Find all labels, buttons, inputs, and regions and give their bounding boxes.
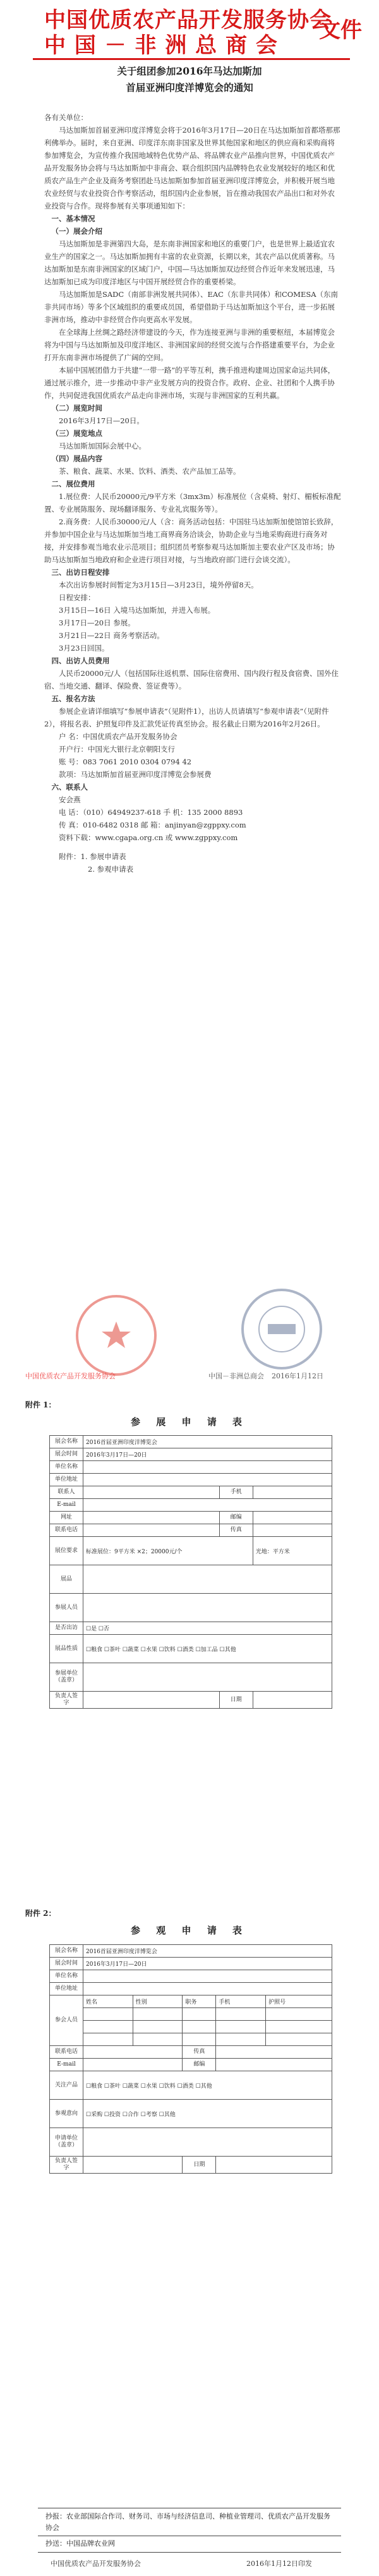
fee-booth: 1.展位费：人民币20000元/9平方米（3mx3m）标准展位（含桌椅、射灯、楣板标准配置、专业展陈服务、现场翻译服务、专业礼宾服务等）。 [44,492,341,514]
table-row: 负责人签字 日期 [50,1692,332,1709]
seal-logo-icon [244,1291,320,1367]
header-doc-label: 文件 [319,18,362,43]
fee-business: 2.商务费：人民币30000元/人（含：商务活动包括：中国驻马达加斯加使馆馆长致辞，并参加中国企业与马达加斯加当地工商界商务洽谈会，协助企业与当地采购商进行商务对接，并安排参观当地农业示范项目；组织团员考察参观马达加斯加主要农业产区及市场；协助马达加斯加当地政府和企业进行项目对接，与当地政府部门进行会谈交流）。 [44,517,339,564]
table-row: 联系电话 传真 [50,1524,332,1537]
table-row: E-mail 邮编 [50,2059,332,2071]
divider [38,2552,341,2553]
contact-phone: 电 话：（010）64949237-618 手 机：135 2000 8893 [59,808,243,817]
signup-instructions: 参展企业请详细填写“参展申请表”（见附件1），出访人员请填写“参观申请表”（见附件2），将报名表、护照复印件及汇款凭证传真至协会。报名截止日期为2016年2月26日。 [44,707,329,728]
table-row: 展位要求 标准展位：9平方米 ×2；20000元/个 光地：平方米 [50,1537,332,1565]
table-row: 申请单位（盖章） [50,2128,332,2157]
doc-body [44,111,341,876]
exhibit-place: 马达加斯加国际会展中心。 [59,442,146,450]
form1-title: 参 展 申 请 表 [131,1416,248,1428]
org-seal-1 [76,1295,157,1376]
doc-title-line2: 首届亚洲印度洋博览会的通知 [126,81,253,93]
header-org-2: 中 国 － 非 洲 总 商 会 [44,33,278,58]
table-row: 参展人员 [50,1594,332,1622]
section-1-3-heading: （三）展览地点 [51,429,102,438]
copy-to: 抄送：中国品牌农业网 [45,2539,115,2548]
table-row [50,2021,332,2033]
section-1-1-heading: （一）展会介绍 [51,227,102,236]
table-row [50,2008,332,2021]
table-row: E-mail [50,1499,332,1512]
section-6-heading: 六、联系人 [51,783,88,791]
section-1-heading: 一、基本情况 [51,214,95,223]
table-row: 单位名称 [50,1461,332,1474]
signature-org-2: 中国－非洲总商会 [208,1372,264,1380]
doc-title [57,63,322,96]
signature-org-1: 中国优质农产品开发服务协会 [25,1372,116,1380]
table-row: 联系人 手机 [50,1486,332,1499]
footer-date: 2016年1月12日印发 [246,2560,312,2568]
table-row: 负责人签字 日期 [50,2157,332,2174]
table-row: 单位地址 [50,1983,332,1995]
intro-paragraph: 马达加斯加首届亚洲印度洋博览会将于2016年3月17日—20日在马达加斯加首都塔那那利佛举办。届时，来自亚洲、印度洋东南非国家及世界其他国家和地区的供应商和采购商将参加博览会，为宣传推介我国地域特色优势产品、将品牌农业产品推向世界，中国优质农产品开发服务协会将与马达加斯加中非商会、联合组织国内品牌特色农业发展较好的地区和优质农产品生产企业及商务考察团赴马达加斯加参加首届亚洲印度洋博览会，并积极开展当地农业经贸与农业投资合作考察活动，组织国内企业参展，旨在推动我国农产品出口和对外农业投资与合作。现将参展有关事项通知如下： [44,126,340,210]
schedule-item: 3月21日—22日 商务考察活动。 [59,631,164,640]
copy-report: 抄报：农业部国际合作司、财务司、市场与经济信息司、种植业管理司、优质农产品开发服务协会 [45,2512,330,2532]
schedule-item: 3月15日—16日 入境马达加斯加，并进入布展。 [59,606,215,615]
star-icon [78,1297,154,1373]
paragraph: 马达加斯加是非洲第四大岛，是东南非洲国家和地区的重要门户，也是世界上最适宜农业生产的国家之一。马达加斯加拥有丰富的农业资源，长期以来，其农产品以优质著称。马达加斯加是东南非洲国家的区域门户，中国—马达加斯加双边经贸合作近年来发展迅速，马达加斯加已成为印度洋地区与中国开展经贸合作的重要桥梁。 [44,239,335,286]
doc-title-line1: 关于组团参加2016年马达加斯加 [117,65,262,77]
schedule-item: 3月17日—20日 参展。 [59,618,135,627]
paragraph: 马达加斯加是SADC（南部非洲发展共同体）、EAC（东非共同体）和COMESA（东南非共同市场）等多个区域组织的重要成员国，希望借助于马达加斯加这个平台，进一步拓展非洲市场，推动中非经贸合作向更高水平发展。 [44,290,339,324]
table-row: 参观意向 ☐采购 ☐投资 ☐合作 ☐考察 ☐其他 [50,2100,332,2128]
bank-account-name: 户 名：中国优质农产品开发服务协会 [59,732,177,741]
table-row: 参会人员 姓名 性别 职务 手机 护照号 [50,1995,332,2008]
form2-table [49,1944,332,2174]
contact-fax: 传 真：010-6482 0318 邮 箱：anjinyan@zgppxy.com [59,821,246,829]
section-1-2-heading: （二）展览时间 [51,404,102,412]
table-row: 联系电话 传真 [50,2046,332,2059]
schedule-intro: 本次出访参展时间暂定为3月15日—3月23日，境外停留8天。 [59,581,258,589]
table-row [50,2033,332,2046]
schedule-item: 3月23日回国。 [59,644,109,653]
signature-date: 2016年1月12日 [272,1372,323,1380]
attachment-1: 附件：1. 参展申请表 [59,852,126,861]
table-row: 关注产品 ☐粮食 ☐茶叶 ☐蔬菜 ☐水果 ☐饮料 ☐酒类 ☐其他 [50,2071,332,2100]
section-2-heading: 二、展位费用 [51,479,95,488]
bank-name: 开户行：中国光大银行北京朝阳支行 [59,745,175,754]
section-1-4-heading: （四）展品内容 [51,454,102,463]
table-row: 单位地址 [50,1474,332,1486]
form1-label: 附件 1： [25,1400,56,1409]
org-seal-2 [241,1289,322,1369]
section-4-heading: 四、出访人员费用 [51,656,110,665]
section-3-heading: 三、出访日程安排 [51,568,110,577]
form1-table [49,1435,332,1709]
table-row: 网址 邮编 [50,1512,332,1524]
section-5-heading: 五、报名方法 [51,694,95,703]
header-org-1: 中国优质农产品开发服务协会 [44,8,332,33]
paragraph: 在全球海上丝绸之路经济带建设的今天，作为连接亚洲与非洲的重要枢纽，本届博览会将为中国与马达加斯加及印度洋地区、非洲国家间的经贸交流与合作搭建重要平台，为企业打开东南非洲市场提供了广阔的空间。 [44,328,335,362]
exhibit-time: 2016年3月17日—20日。 [59,416,144,425]
salutation: 各有关单位： [44,113,88,122]
footer-org: 中国优质农产品开发服务协会 [51,2560,141,2568]
bank-note: 款项：马达加斯加首届亚洲印度洋博览会参展费 [59,770,212,779]
table-row: 展品性质 ☐粮食 ☐茶叶 ☐蔬菜 ☐水果 ☐饮料 ☐酒类 ☐加工品 ☐其他 [50,1635,332,1663]
visitor-cost: 人民币20000元/人（包括国际往返机票、国际住宿费用、国内段行程及食宿费、国外住宿、当地交通、翻译、保险费、签证费等）。 [44,669,339,690]
table-row: 参展单位（盖章） [50,1663,332,1692]
header-red-line [33,58,350,60]
contact-names: 安会燕 [59,795,81,804]
paragraph: 本届中国展团借力于共建“一带一路”的平等互利，携手推进构建周边国家命运共同体，通过展示推介，进一步推动中非产业发展方向的投资合作。政府、企业、社团和个人携手协作，共同促进我国优质农产品走向非洲市场，实现与非洲国家的互利共赢。 [44,366,335,400]
download-website: 资料下载：www.cgapa.org.cn 或 www.zgppxy.com [59,833,238,842]
table-row: 展品 [50,1565,332,1594]
table-row: 展会名称 2016首届亚洲印度洋博览会 [50,1436,332,1448]
attachment-2: 2. 参观申请表 [88,865,134,874]
form2-label: 附件 2： [25,1909,56,1918]
table-row: 展会名称 2016首届亚洲印度洋博览会 [50,1945,332,1958]
table-row: 展会时间 2016年3月17日—20日 [50,1448,332,1461]
schedule-title: 日程安排： [59,593,95,602]
table-row: 是否出访 ☐是 ☐否 [50,1622,332,1635]
table-row: 展会时间 2016年3月17日—20日 [50,1958,332,1970]
bank-account-number: 账 号：083 7061 2010 0304 0794 42 [59,757,192,766]
form2-title: 参 观 申 请 表 [131,1925,248,1936]
table-row: 单位名称 [50,1970,332,1983]
exhibit-items: 茶、粮食、蔬菜、水果、饮料、酒类、农产品加工品等。 [59,467,241,476]
